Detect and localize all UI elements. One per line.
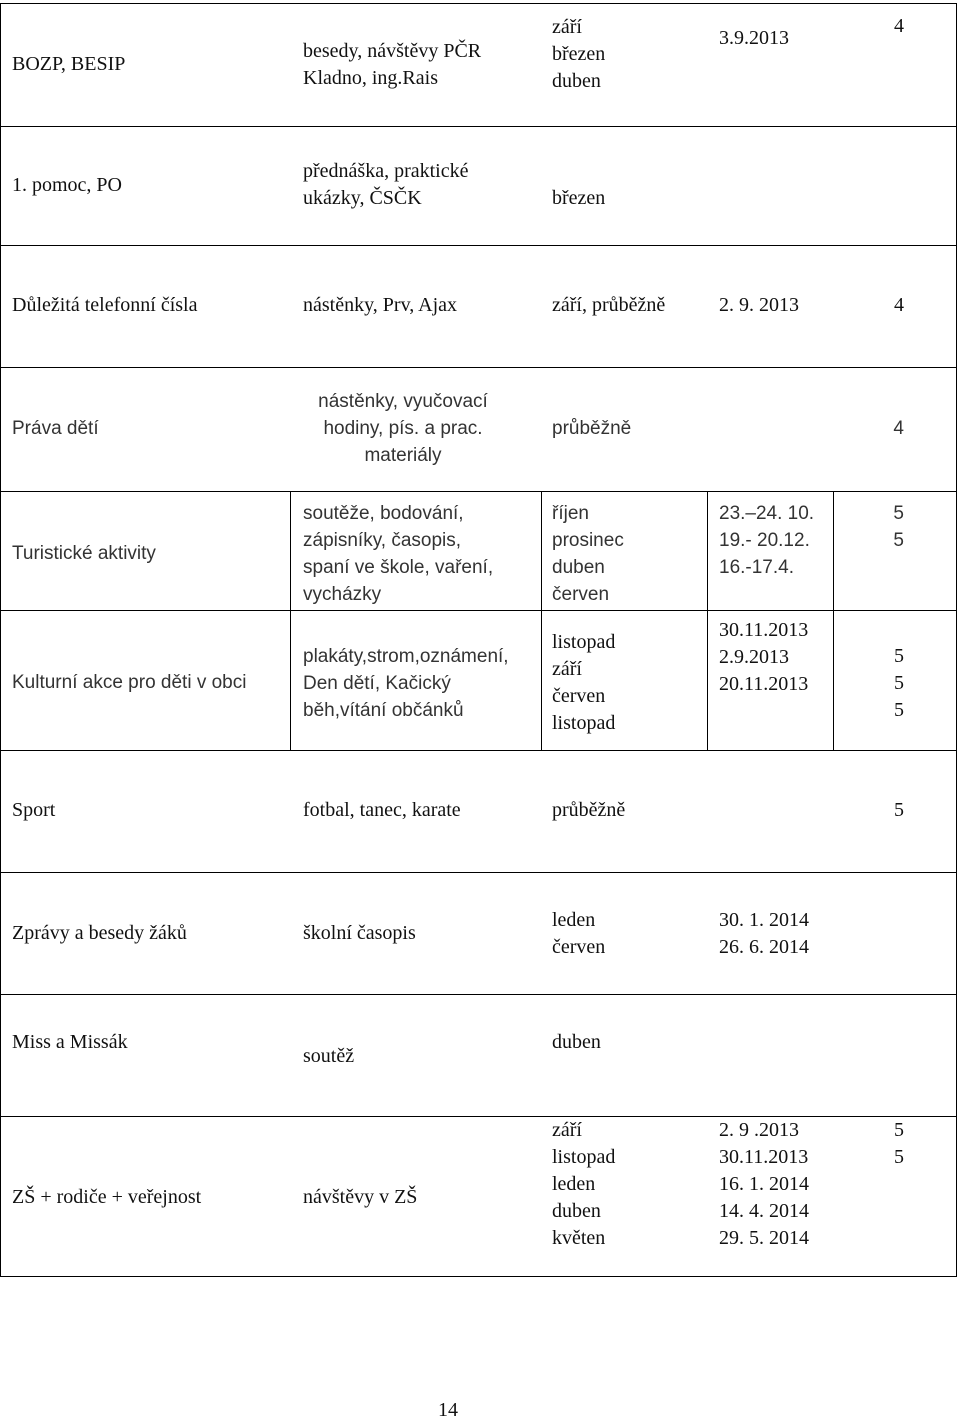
table-row: [0, 246, 957, 368]
table-row: [0, 492, 957, 611]
count-cell: 5 5: [894, 1119, 904, 1168]
cell-divider: [541, 611, 542, 750]
when-cell: září, průběžně: [552, 294, 666, 316]
table-row: [0, 3, 957, 127]
activity-cell: 1. pomoc, PO: [12, 174, 122, 196]
table-row: [0, 127, 957, 246]
activity-cell: Kulturní akce pro děti v obci: [12, 672, 247, 693]
count-cell: 5: [894, 799, 904, 821]
count-cell: 4: [894, 15, 904, 37]
when-cell: listopad září červen listopad: [552, 631, 616, 734]
table-row: [0, 611, 957, 751]
activity-cell: Práva dětí: [12, 418, 99, 439]
cell-divider: [290, 611, 291, 750]
date-cell: 3.9.2013: [719, 27, 789, 49]
table-row: [0, 751, 957, 873]
cell-divider: [707, 611, 708, 750]
when-cell: březen: [552, 187, 606, 209]
date-cell: 23.–24. 10. 19.- 20.12. 16.-17.4.: [719, 503, 815, 578]
date-cell: 30.11.2013 2.9.2013 20.11.2013: [719, 619, 809, 695]
form-cell: nástěnky, Prv, Ajax: [303, 294, 458, 316]
form-cell: školní časopis: [303, 922, 416, 944]
table-row: [0, 1117, 957, 1277]
cell-divider: [541, 492, 542, 610]
activity-cell: Důležitá telefonní čísla: [12, 294, 198, 316]
table-row: [0, 873, 957, 995]
activity-cell: Sport: [12, 799, 56, 821]
activity-cell: Miss a Missák: [12, 1031, 128, 1053]
when-cell: průběžně: [552, 799, 626, 821]
date-cell: 30. 1. 2014 26. 6. 2014: [719, 909, 809, 958]
when-cell: duben: [552, 1031, 601, 1053]
cell-divider: [833, 492, 834, 610]
when-cell: říjen prosinec duben červen: [552, 503, 624, 605]
activity-cell: BOZP, BESIP: [12, 53, 126, 75]
form-cell: nástěnky, vyučovací hodiny, pís. a prac. materiály: [318, 391, 488, 466]
form-cell: besedy, návštěvy PČR Kladno, ing.Rais: [303, 40, 482, 89]
cell-divider: [290, 492, 291, 610]
form-cell: soutěž: [303, 1045, 355, 1067]
count-cell: 5 5 5: [894, 645, 904, 721]
count-cell: 4: [894, 294, 904, 316]
form-cell: přednáška, praktické ukázky, ČSČK: [303, 160, 469, 209]
when-cell: září listopad leden duben květen: [552, 1119, 616, 1249]
when-cell: září březen duben: [552, 16, 606, 92]
when-cell: průběžně: [552, 418, 632, 439]
form-cell: fotbal, tanec, karate: [303, 799, 461, 821]
table-row: [0, 368, 957, 492]
cell-divider: [707, 492, 708, 610]
when-cell: leden červen: [552, 909, 606, 958]
activity-cell: ZŠ + rodiče + veřejnost: [12, 1186, 202, 1208]
cell-divider: [833, 611, 834, 750]
date-cell: 2. 9. 2013: [719, 294, 799, 316]
activity-cell: Zprávy a besedy žáků: [12, 922, 187, 944]
count-cell: 5 5: [893, 503, 904, 551]
form-cell: návštěvy v ZŠ: [303, 1186, 418, 1208]
page-number: 14: [438, 1399, 458, 1421]
activity-cell: Turistické aktivity: [12, 543, 156, 564]
form-cell: plakáty,strom,oznámení, Den dětí, Kačický běh,vítání občánků: [303, 646, 509, 721]
count-cell: 4: [893, 418, 904, 439]
date-cell: 2. 9 .2013 30.11.2013 16. 1. 2014 14. 4. 2014 29. 5. 2014: [719, 1119, 809, 1249]
table-row: [0, 995, 957, 1117]
form-cell: soutěže, bodování, zápisníky, časopis, spaní ve škole, vaření, vycházky: [303, 503, 494, 605]
